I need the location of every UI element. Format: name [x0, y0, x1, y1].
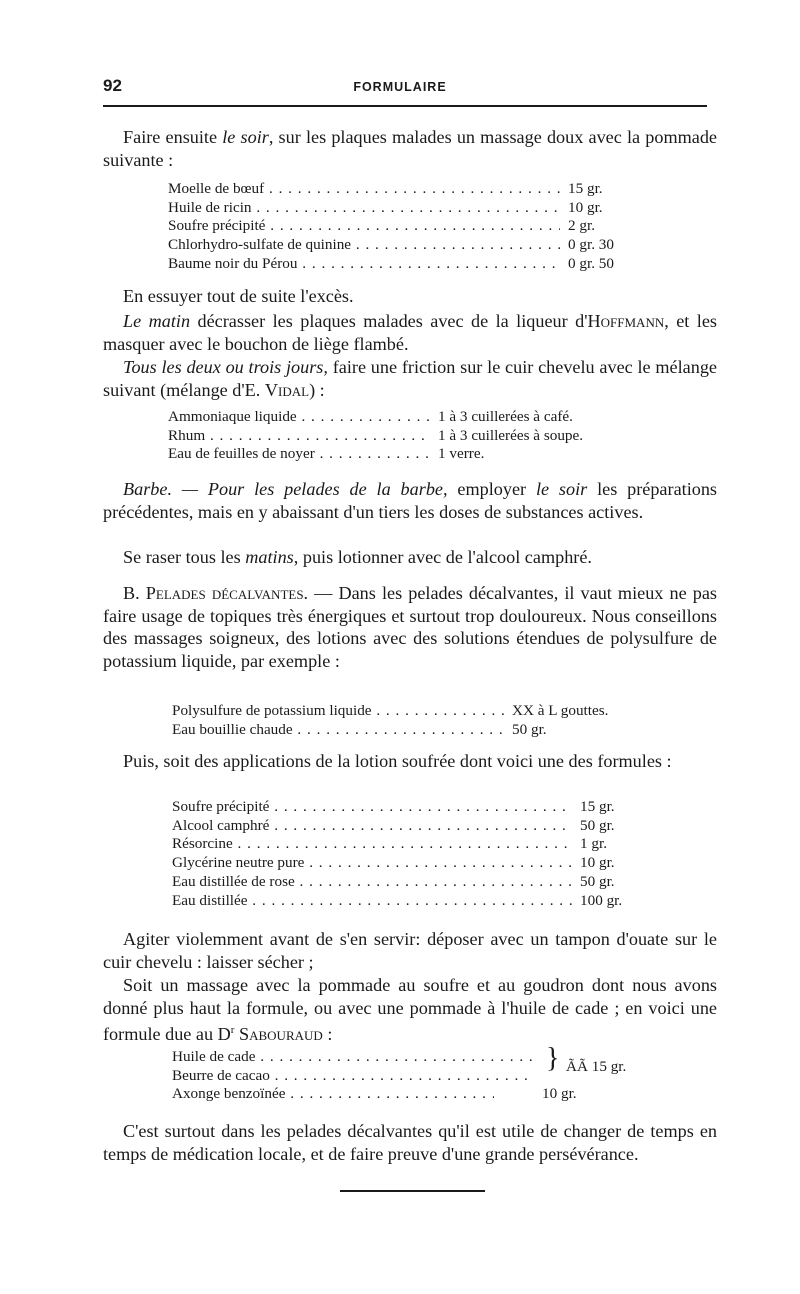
paragraph-3: Le matin décrasser les plaques malades avec de la liqueur d'Hoffmann, et les masquer avec le bouchon de liège flambé. [103, 311, 717, 354]
paragraph-11: C'est surtout dans les pelades décalvantes qu'il est utile de changer de temps en temps de médication locale, et de faire preuve d'une grande persévérance. [103, 1121, 717, 1164]
formula-table-2 [168, 408, 648, 464]
paragraph-4: Tous les deux ou trois jours, faire une friction sur le cuir chevelu avec le mélange suivant (mélange d'E. Vidal) : [103, 357, 718, 400]
brace: } [546, 1043, 560, 1074]
table-row: Eau bouillie chaude . . . 50 gr. [172, 721, 652, 740]
paragraph-2: En essuyer tout de suite l'excès. [123, 286, 354, 306]
paragraph-9: Agiter violemment avant de s'en servir: déposer avec un tampon d'ouate sur le cuir chevelu : laisser sécher ; [103, 929, 717, 972]
table-row: Moelle de bœuf . . . 15 gr. [168, 180, 648, 199]
table-row: Eau distillée de rose . . . 50 gr. [172, 873, 650, 892]
table-row: Soufre précipité . . . 2 gr. [168, 217, 648, 236]
table-row: Glycérine neutre pure . . . 10 gr. [172, 854, 650, 873]
paragraph-barbe: Barbe. — Pour les pelades de la barbe, employer le soir les préparations précédentes, mais en y abaissant d'un tiers les doses de substances actives. [103, 479, 718, 522]
table-row: Chlorhydro-sulfate de quinine . . . 0 gr. 30 [168, 236, 648, 255]
formula-table-4 [172, 798, 650, 910]
shared-quantity: ÃÃ 15 gr. [566, 1058, 627, 1075]
paragraph-1: Faire ensuite le soir, sur les plaques malades un massage doux avec la pommade suivante : [103, 127, 717, 170]
running-head: FORMULAIRE [353, 80, 447, 94]
table-row: Alcool camphré . . . 50 gr. [172, 817, 650, 836]
table-row: Ammoniaque liquide . . . 1 à 3 cuillerées à café. [168, 408, 648, 427]
table-row: Axonge benzoïnée . . . 10 gr. [172, 1085, 652, 1104]
paragraph-6: Se raser tous les matins, puis lotionner avec de l'alcool camphré. [123, 547, 592, 567]
paragraph-pelades-decalvantes: B. Pelades décalvantes. — Dans les pelades décalvantes, il vaut mieux ne pas faire usage de topiques très énergiques et surtout trop douloureux. Nous conseillons des massages soigneux, des lotions avec des solutions étendues de polysulfure de potassium liquide, par exemple : [103, 583, 717, 671]
table-row: Résorcine . . . 1 gr. [172, 835, 650, 854]
table-row: Polysulfure de potassium liquide . . . XX à L gouttes. [172, 702, 652, 721]
table-row: Baume noir du Pérou . . . 0 gr. 50 [168, 255, 648, 274]
table-row: Rhum . . . 1 à 3 cuillerées à soupe. [168, 427, 648, 446]
table-row: Eau de feuilles de noyer . . . 1 verre. [168, 445, 648, 464]
table-row: Huile de cade . . . [172, 1048, 652, 1067]
page-number: 92 [103, 76, 122, 95]
header-rule [103, 105, 707, 107]
formula-table-1 [168, 180, 648, 274]
table-row: Soufre précipité . . . 15 gr. [172, 798, 650, 817]
end-rule [340, 1190, 485, 1192]
table-row: Huile de ricin . . . 10 gr. [168, 199, 648, 218]
paragraph-8: Puis, soit des applications de la lotion soufrée dont voici une des formules : [123, 751, 672, 771]
formula-table-3 [172, 702, 652, 739]
table-row: Eau distillée . . . 100 gr. [172, 892, 650, 911]
paragraph-10: Soit un massage avec la pommade au soufre et au goudron dont nous avons donné plus haut la formule, ou avec une pommade à l'huile de cade ; en voici une formule due au $D^r$ Sabouraud : [103, 975, 717, 1045]
table-row: Beurre de cacao . . . [172, 1067, 652, 1086]
